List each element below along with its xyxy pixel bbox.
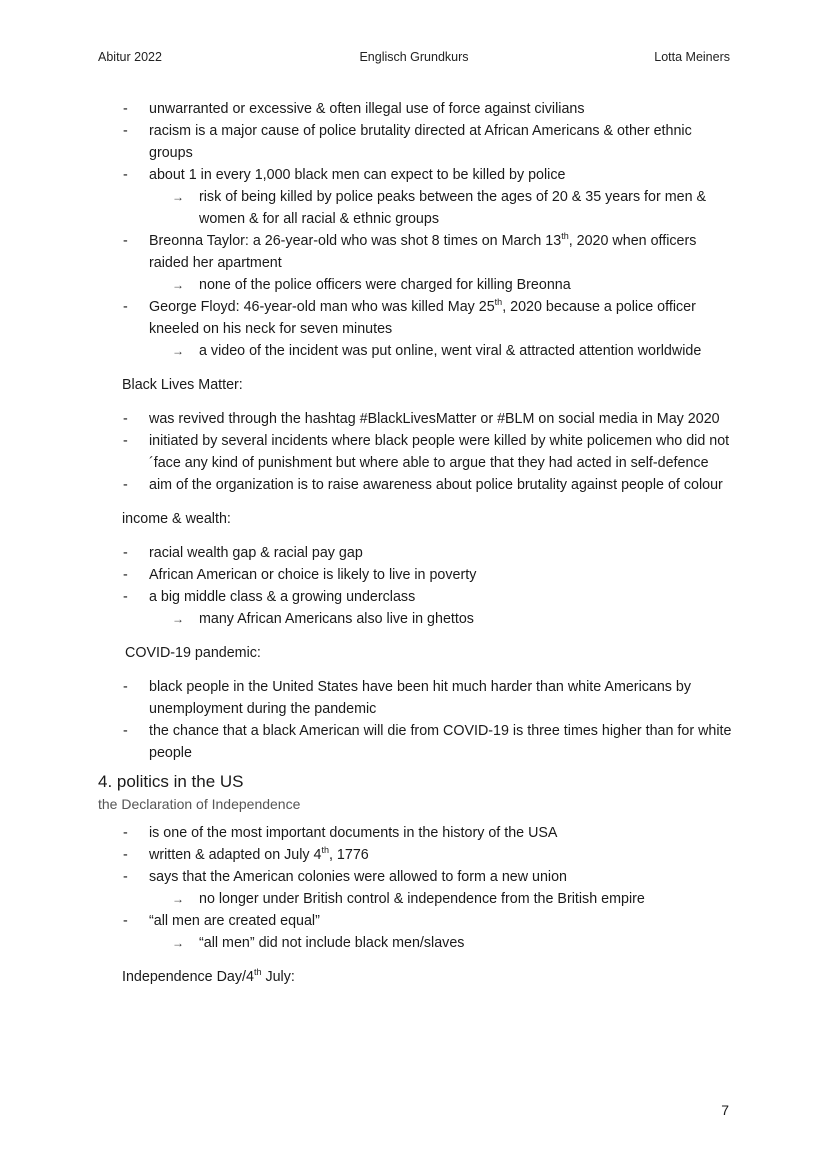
page-content [0, 98, 828, 1000]
arrow-icon: → [172, 892, 184, 906]
section-heading-politics: 4. politics in the US [98, 772, 244, 791]
arrow-icon: → [172, 936, 184, 950]
arrow-item: → a video of the incident was put online, went viral & attracted attention worldwide [0, 340, 828, 362]
dash-bullet: - [123, 545, 128, 561]
covid-list [0, 676, 828, 764]
dash-bullet: - [123, 825, 128, 841]
list-item: - written & adapted on July 4th, 1776 [0, 844, 828, 866]
list-item: - unwarranted or excessive & often illegal use of force against civilians [0, 98, 828, 120]
list-item: - the chance that a black American will die from COVID-19 is three times higher than for white people [0, 720, 828, 764]
list-item: - racial wealth gap & racial pay gap [0, 542, 828, 564]
arrow-icon: → [172, 278, 184, 292]
dash-bullet: - [123, 101, 128, 117]
arrow-icon: → [172, 344, 184, 358]
header-right: Lotta Meiners [654, 50, 730, 64]
header-center: Englisch Grundkurs [359, 50, 469, 64]
income-list [0, 542, 828, 630]
income-heading: income & wealth: [122, 511, 231, 527]
dash-bullet: - [123, 723, 128, 739]
dash-bullet: - [123, 299, 128, 315]
list-item: - African American or choice is likely to live in poverty [0, 564, 828, 586]
list-item: - a big middle class & a growing underclass [0, 586, 828, 608]
arrow-item: → no longer under British control & independence from the British empire [0, 888, 828, 910]
list-item: - aim of the organization is to raise awareness about police brutality against people of colour [0, 474, 828, 496]
dash-bullet: - [123, 847, 128, 863]
independence-day-heading: Independence Day/4th July: [122, 967, 295, 985]
dash-bullet: - [123, 589, 128, 605]
dash-bullet: - [123, 913, 128, 929]
list-item: - was revived through the hashtag #BlackLivesMatter or #BLM on social media in May 2020 [0, 408, 828, 430]
arrow-item: → none of the police officers were charged for killing Breonna [0, 274, 828, 296]
arrow-icon: → [172, 190, 184, 204]
dash-bullet: - [123, 123, 128, 139]
list-item: - about 1 in every 1,000 black men can expect to be killed by police [0, 164, 828, 186]
covid-heading: COVID-19 pandemic: [125, 645, 261, 661]
list-item-floyd: - George Floyd: 46-year-old man who was killed May 25th, 2020 because a police officer kneeled on his neck for seven minutes [123, 297, 696, 337]
list-item: - racism is a major cause of police brutality directed at African Americans & other ethnic groups [0, 120, 828, 164]
dash-bullet: - [123, 869, 128, 885]
list-item: - “all men are created equal” [0, 910, 828, 932]
arrow-item: → “all men” did not include black men/slaves [0, 932, 828, 954]
police-brutality-list [0, 98, 828, 362]
dash-bullet: - [123, 411, 128, 427]
list-item: - initiated by several incidents where black people were killed by white policemen who did not ´face any kind of punishment but where able to argue that they had acted in self-defence [0, 430, 828, 474]
arrow-item: → many African Americans also live in ghettos [0, 608, 828, 630]
arrow-icon: → [172, 612, 184, 626]
dash-bullet: - [123, 567, 128, 583]
list-item: - black people in the United States have been hit much harder than white Americans by unemployment during the pandemic [0, 676, 828, 720]
blm-heading: Black Lives Matter: [122, 377, 243, 393]
dash-bullet: - [123, 233, 128, 249]
arrow-item: → risk of being killed by police peaks between the ages of 20 & 35 years for men & women & for all racial & ethnic groups [0, 186, 828, 230]
header-left: Abitur 2022 [98, 50, 162, 64]
blm-list [0, 408, 828, 496]
subheading-declaration: the Declaration of Independence [98, 796, 301, 812]
declaration-list [0, 822, 828, 954]
dash-bullet: - [123, 477, 128, 493]
list-item: - is one of the most important documents in the history of the USA [0, 822, 828, 844]
list-item-breonna: - Breonna Taylor: a 26-year-old who was shot 8 times on March 13th, 2020 when officers raided her apartment [123, 231, 697, 271]
dash-bullet: - [123, 433, 128, 449]
dash-bullet: - [123, 167, 128, 183]
page-number: 7 [721, 1102, 729, 1118]
list-item: - says that the American colonies were allowed to form a new union [0, 866, 828, 888]
dash-bullet: - [123, 679, 128, 695]
